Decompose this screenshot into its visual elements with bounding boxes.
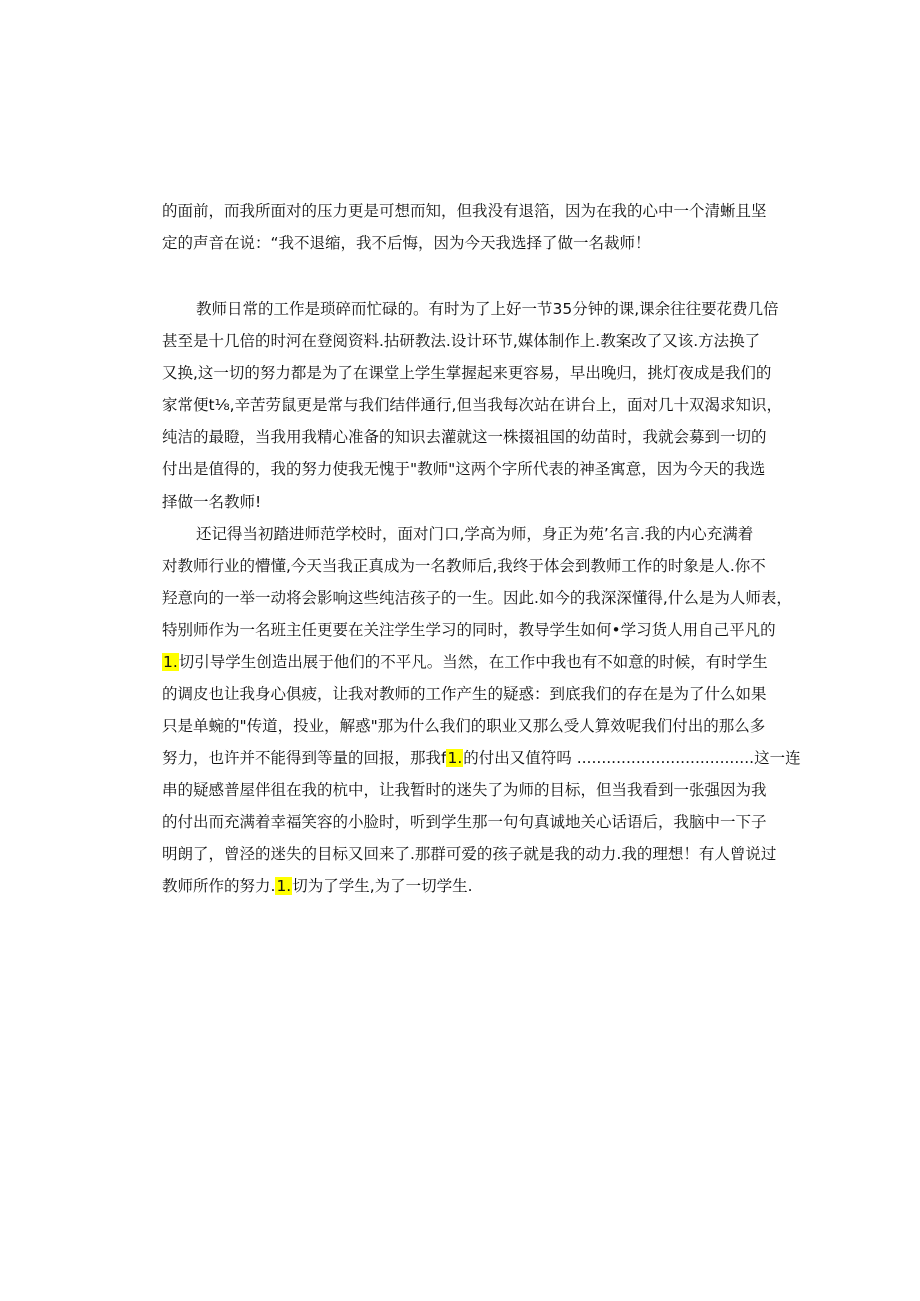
text-line: 付出是值得的，我的努力使我无愧于"教师"这两个字所代表的神圣寓意，因为今天的我选 xyxy=(162,460,766,478)
highlighted-text: 1. xyxy=(447,749,463,767)
paragraph-start-line: 还记得当初踏进师范学校时，面对门口,学高为师，身正为苑’名言.我的内心充满着 xyxy=(196,525,754,543)
text-line: 串的疑感普屋伴徂在我的杭中，让我暂时的迷失了为师的目标，但当我看到一张强因为我 xyxy=(162,781,767,799)
text-line xyxy=(162,747,801,769)
text-line: 的面前，而我所面对的压力更是可想而知，但我没有退箔，因为在我的心中一个清蜥且坚 xyxy=(162,202,767,220)
text-line: 特别师作为一名班主任更要在关注学生学习的同时，教导学生如何•学习货人用自己平凡的 xyxy=(162,621,776,639)
text-span: 努力，也许并不能得到等量的回报，那我f xyxy=(162,749,447,767)
text-line: 对教师行业的懵懂,今天当我正真成为一名教师后,我终于体会到教师工作的时象是人.你不 xyxy=(162,557,766,575)
text-line xyxy=(162,651,768,673)
text-line xyxy=(162,875,473,897)
text-span: 的付出又值符吗 ....................................这一连 xyxy=(463,749,801,767)
text-line: 纯洁的最瞪，当我用我精心准备的知识去灌就这一株掇祖国的幼苗时，我就会募到一切的 xyxy=(162,428,767,446)
text-line: 家常便t⅛,辛苦劳鼠更是常与我们结伴通行,但当我每次站在讲台上，面对几十双渴求知识， xyxy=(162,396,782,414)
text-line: 羟意向的一举一动将会影响这些纯洁孩子的一生。因此.如今的我深深懂得,什么是为人师表， xyxy=(162,589,792,607)
text-line: 又换,这一切的努力都是为了在课堂上学生掌握起来更容易，早出晚归，挑灯夜成是我们的 xyxy=(162,364,772,382)
text-line: 只是单蜿的"传道，投业，解惑"那为什么我们的职业又那么受人算效呢我们付出的那么多 xyxy=(162,717,766,735)
highlighted-text: 1. xyxy=(276,877,292,895)
paragraph-start-line: 教师日常的工作是琐碎而忙碌的。有时为了上好一节35分钟的课,课余往往要花费几倍 xyxy=(196,300,779,318)
text-span: 切引导学生创造出展于他们的不平凡。当然，在工作中我也有不如意的时候，有时学生 xyxy=(178,653,768,671)
highlighted-text: 1. xyxy=(163,653,178,671)
text-line: 定的声音在说：“我不退缩，我不后悔，因为今天我选择了做一名裁师！ xyxy=(162,234,651,252)
text-line: 甚至是十几倍的时河在登阅资料.拈研教法.设计环节,媒体制作上.教案改了又该.方法换了 xyxy=(162,332,761,350)
text-span: 切为了学生,为了一切学生. xyxy=(292,877,473,895)
text-line: 的调皮也让我身心俱疲，让我对教师的工作产生的疑惑：到底我们的存在是为了什么如果 xyxy=(162,685,767,703)
text-span: 教师所作的努力. xyxy=(162,877,276,895)
text-line: 择做一名教师! xyxy=(162,493,262,511)
text-line: 明朗了，曾泾的迷失的目标又回来了.那群可爱的孩子就是我的动力.我的理想！有人曾说过 xyxy=(162,845,777,863)
text-line: 的付出而充满着幸福笑容的小脸时，听到学生那一句句真诚地关心话语后，我脑中一下子 xyxy=(162,813,767,831)
